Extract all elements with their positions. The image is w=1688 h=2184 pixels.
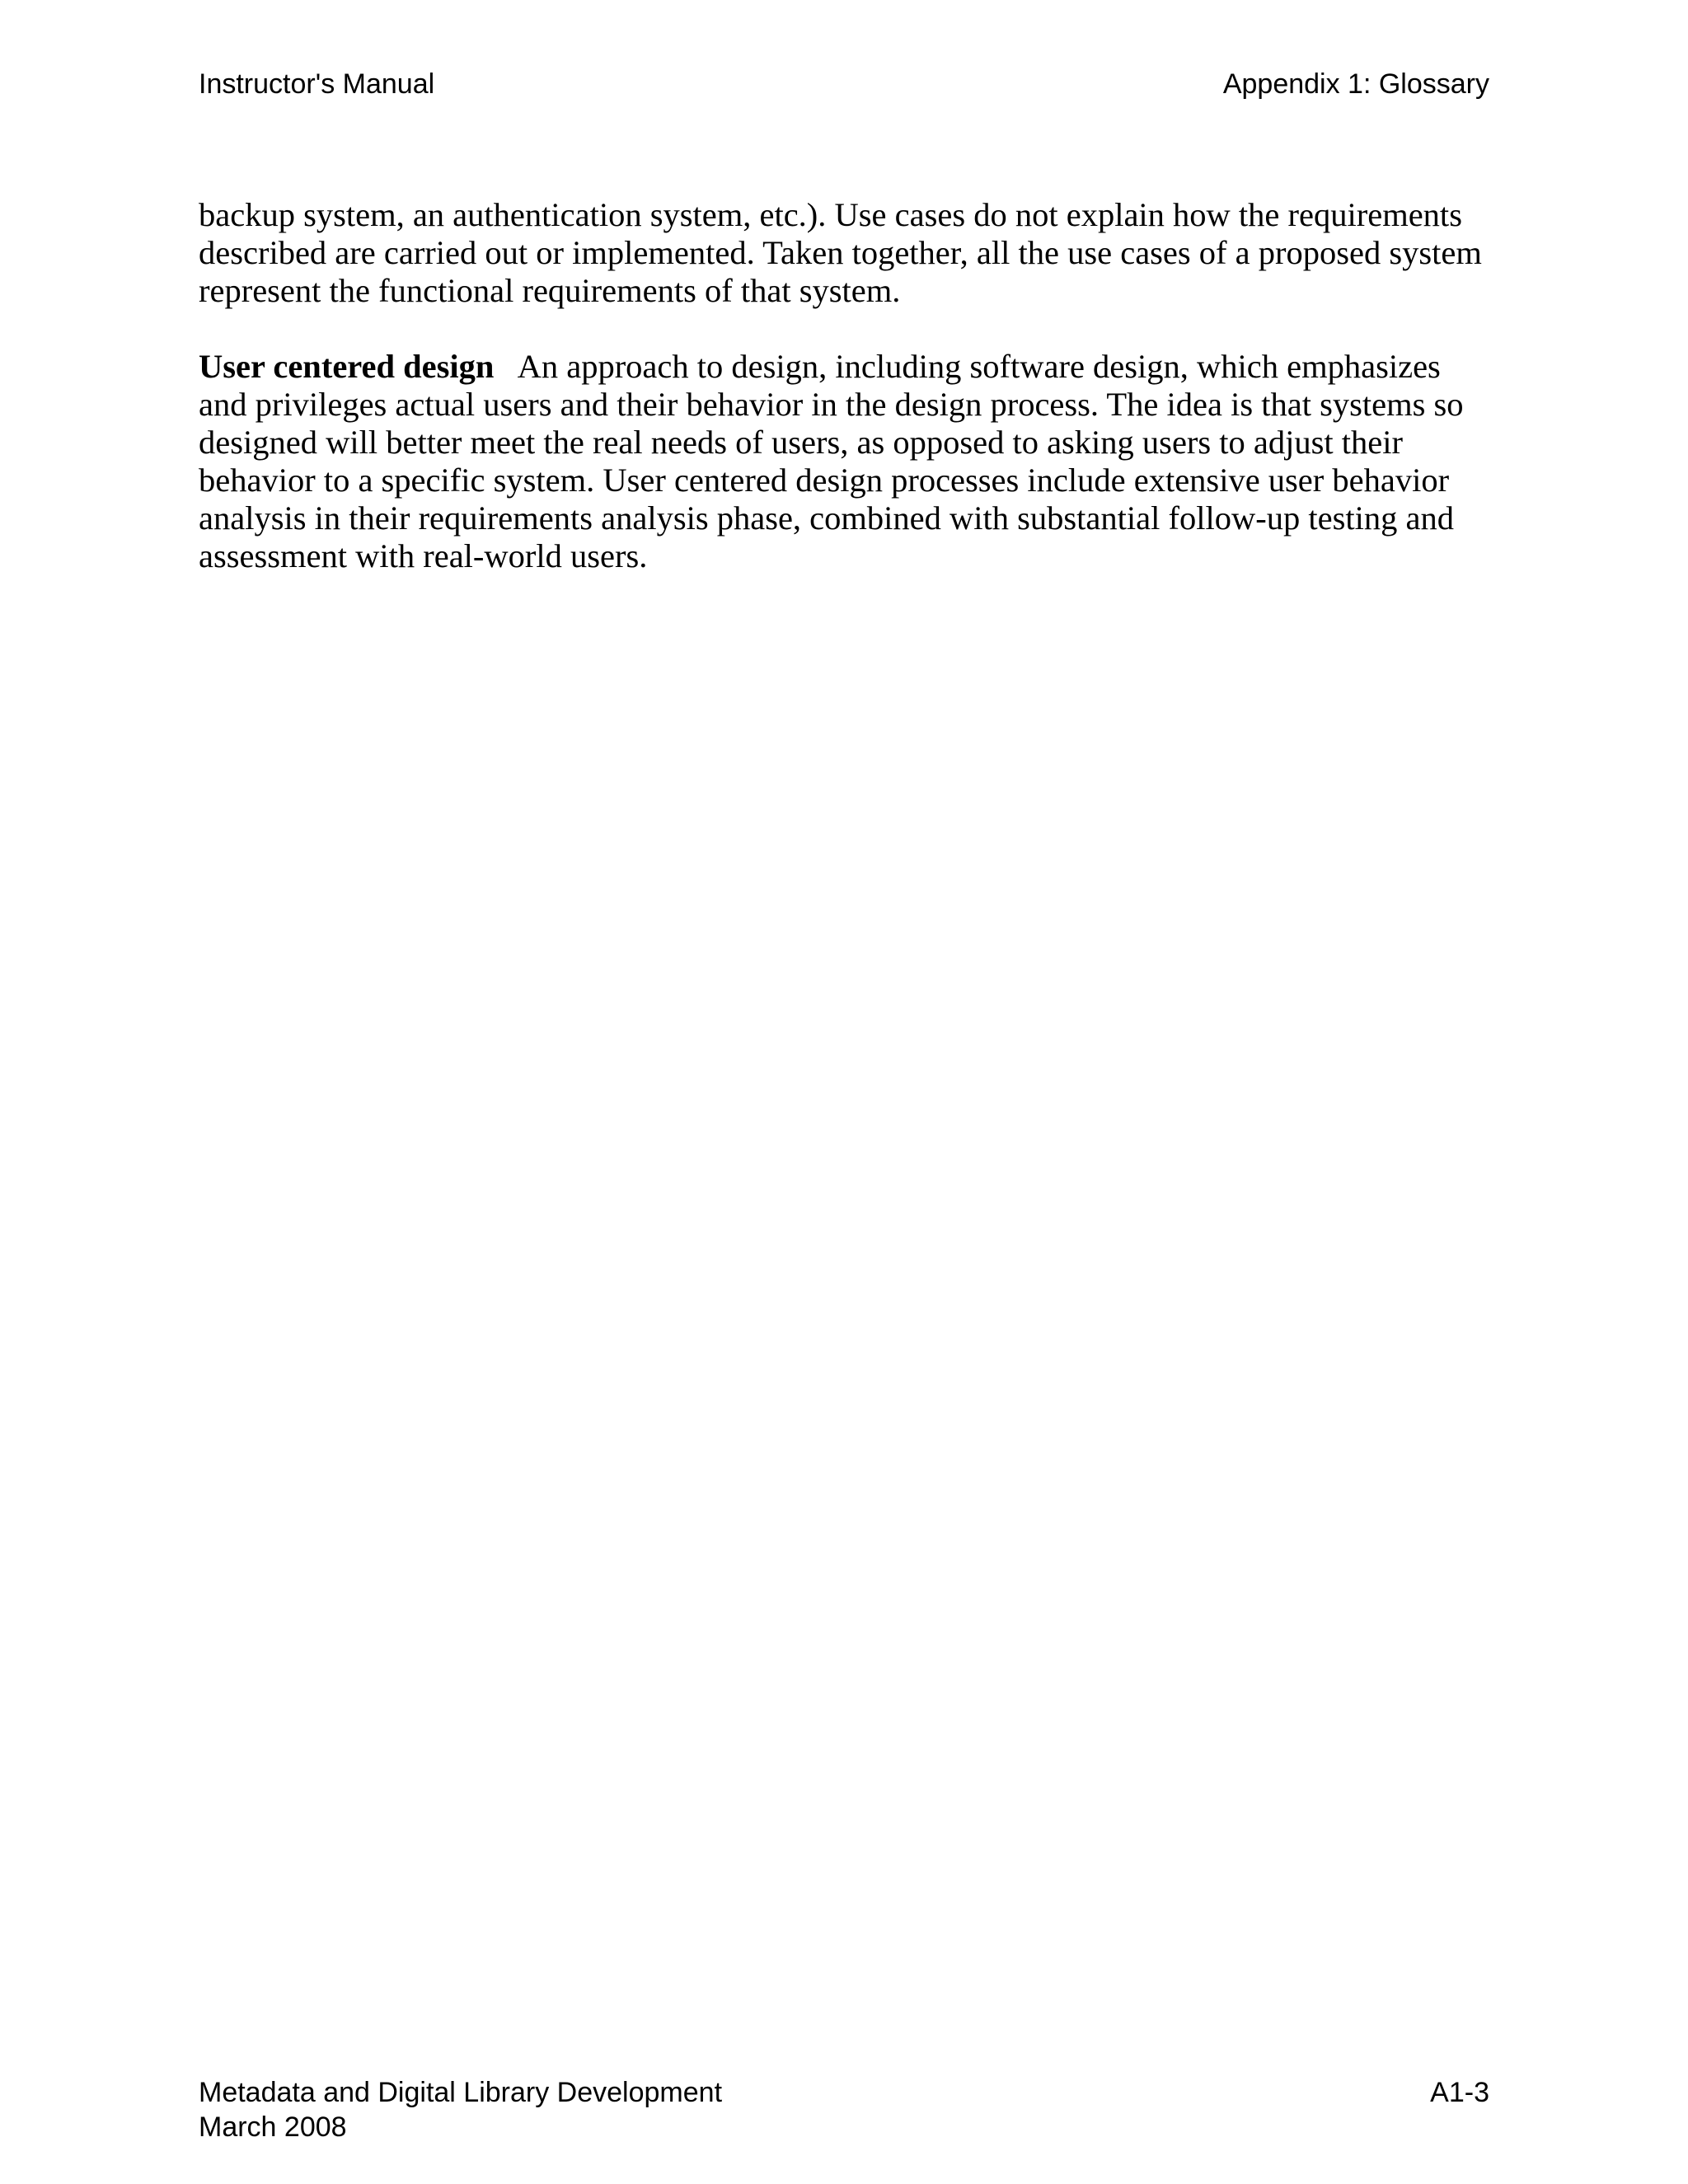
page-number: A1-3 [1430, 2077, 1489, 2108]
header-manual-title: Instructor's Manual [199, 68, 435, 100]
glossary-entry [199, 348, 1493, 575]
glossary-definition: An approach to design, including software design, which emphasizes and privileges actual users and their behavior in the design process. The idea is that systems so designed will better meet the real needs of users, as opposed to asking users to adjust their behavior to a specific system. User centered design processes include extensive user behavior analysis in their requirements analysis phase, combined with substantial follow-up testing and assessment with real-world users. [199, 348, 1464, 574]
page-header [199, 66, 1489, 102]
footer-info [199, 2075, 722, 2144]
glossary-content [199, 196, 1493, 575]
glossary-term: User centered design [199, 348, 495, 385]
continuation-paragraph: backup system, an authentication system, etc.). Use cases do not explain how the requirements described are carried out or implemented. Taken together, all the use cases of a proposed system represent the functional requirements of that system. [199, 196, 1482, 309]
footer-document-title: Metadata and Digital Library Development [199, 2077, 723, 2108]
header-section-title: Appendix 1: Glossary [1222, 68, 1489, 100]
footer-date: March 2008 [199, 2111, 347, 2143]
page-footer [199, 2075, 1489, 2144]
